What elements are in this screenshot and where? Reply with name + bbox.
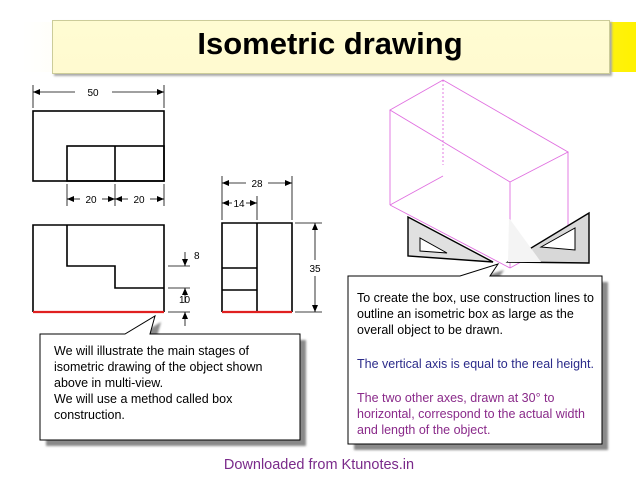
box-instruction-line: To create the box, use construction lines to [357, 291, 594, 305]
dim-height-step: 8 [194, 251, 200, 262]
footer-link[interactable]: Downloaded from Ktunotes.in [223, 457, 415, 473]
dim-top-right: 20 [133, 195, 145, 206]
dim-top-width: 50 [87, 88, 99, 99]
left-callout-text [54, 343, 262, 423]
slide-title: Isometric drawing [197, 26, 463, 61]
front-dimensions [168, 252, 190, 326]
other-axes-note-line: horizontal, correspond to the actual width [357, 407, 585, 421]
right-callout-text [357, 290, 594, 438]
left-callout-line: isometric drawing of the object shown [54, 360, 263, 374]
front-view [33, 225, 164, 312]
dim-side-inner: 14 [233, 199, 245, 210]
other-axes-note-line: and length of the object. [357, 423, 491, 437]
box-instruction-line: overall object to be drawn. [357, 323, 503, 337]
left-callout-line: We will use a method called box [54, 392, 233, 406]
top-view [33, 111, 164, 181]
dim-top-left: 20 [85, 195, 97, 206]
box-instruction-line: outline an isometric box as large as the [357, 307, 574, 321]
set-square-left [408, 217, 493, 262]
set-square-right [508, 213, 589, 263]
left-callout-line: We will illustrate the main stages of [54, 344, 249, 358]
other-axes-note-line: The two other axes, drawn at 30° to [357, 391, 555, 405]
left-callout-line: construction. [54, 408, 125, 422]
side-view [222, 223, 292, 312]
dim-side-width: 28 [251, 179, 263, 190]
dim-height-full: 35 [309, 264, 321, 275]
dim-height-base: 10 [179, 295, 191, 306]
left-callout-line: above in multi-view. [54, 376, 164, 390]
vertical-axis-note: The vertical axis is equal to the real height. [357, 357, 594, 371]
side-dimensions [222, 176, 322, 312]
